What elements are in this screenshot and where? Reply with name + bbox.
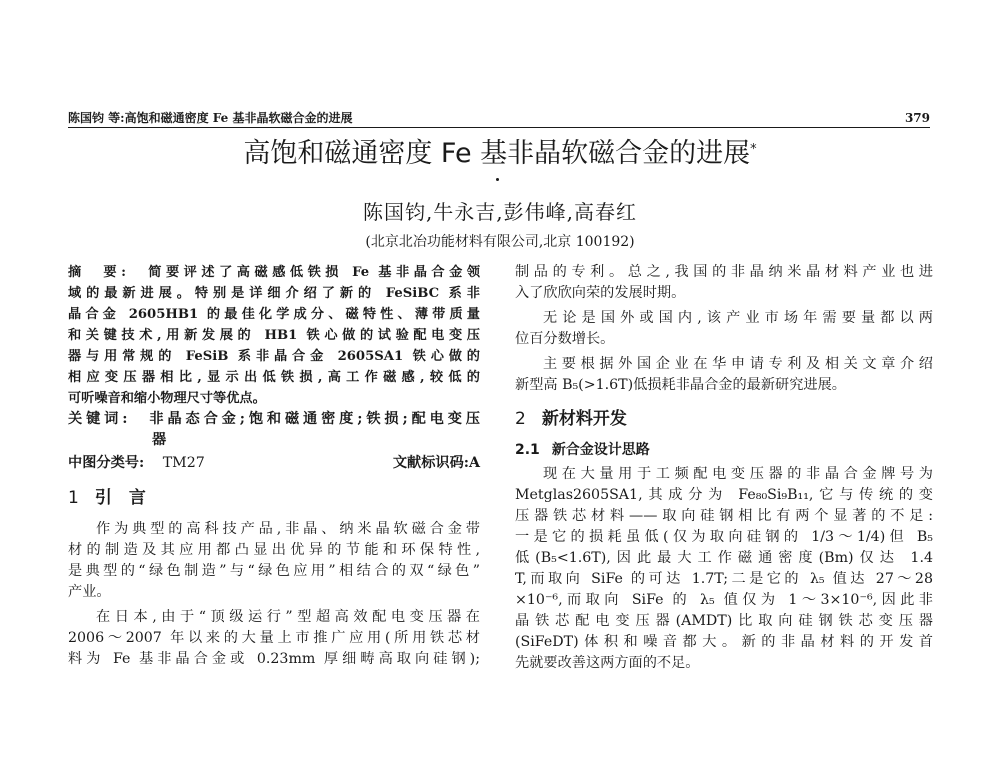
- text-line: 先就要改善这两方面的不足。: [515, 655, 700, 671]
- paragraph: [515, 464, 933, 674]
- right-column: [515, 262, 933, 674]
- text-line: 材的制造及其应用都凸显出优异的节能和环保特性,: [68, 542, 480, 558]
- classification-row: [68, 451, 480, 475]
- abstract-text: 简要评述了高磁感低铁损 Fe 基非晶合金领: [148, 265, 480, 280]
- section-heading: [68, 481, 480, 515]
- paragraph: [68, 519, 480, 603]
- keywords: [68, 409, 480, 451]
- text-line: 压器铁芯材料——取向硅钢相比有两个显著的不足:: [515, 508, 933, 524]
- document-code: 文献标识码:A: [392, 455, 480, 471]
- text-line: 现在大量用于工频配电变压器的非晶合金牌号为: [543, 466, 933, 482]
- section-heading: [515, 402, 933, 436]
- section-title: 引 言: [94, 488, 146, 508]
- keywords-line: 器: [152, 432, 167, 448]
- keywords-text: 非晶态合金;饱和磁通密度;铁损;配电变压: [149, 411, 480, 427]
- abstract-line: 域的最新进展。特别是详细介绍了新的 FeSiBC 系非: [68, 286, 480, 301]
- abstract-line: 和关键技术,用新发展的 HB1 铁心做的试验配电变压: [68, 328, 480, 343]
- text-line: 位百分数增长。: [515, 331, 615, 347]
- paragraph: [68, 607, 480, 670]
- abstract-line: 器与用常规的 FeSiB 系非晶合金 2605SA1 铁心做的: [68, 349, 480, 364]
- text-line: 一是它的损耗虽低(仅为取向硅钢的 1/3～1/4)但 B₅: [515, 529, 933, 545]
- text-line: Metglas2605SA1,其成分为 Fe₈₀Si₉B₁₁,它与传统的变: [515, 487, 933, 503]
- text-line: ×10⁻⁶,而取向 SiFe 的 λ₅ 值仅为 1～3×10⁻⁶,因此非: [515, 592, 933, 608]
- text-line: 在日本,由于“顶级运行”型超高效配电变压器在: [96, 609, 480, 625]
- header-rule: [68, 127, 930, 128]
- section-number: 2: [515, 409, 526, 429]
- text-line: 新型高 B₅(>1.6T)低损耗非晶合金的最新研究进展。: [515, 377, 846, 393]
- page-number: 379: [904, 111, 930, 125]
- abstract-line: 可听噪音和缩小物理尺寸等优点。: [68, 391, 266, 406]
- left-column: [68, 262, 480, 670]
- section-title: 新材料开发: [541, 409, 627, 429]
- text-line: (SiFeDT)体积和噪音都大。新的非晶材料的开发首: [515, 634, 933, 650]
- paper-title: [0, 132, 1000, 176]
- text-line: 作为典型的高科技产品,非晶、纳米晶软磁合金带: [96, 521, 480, 537]
- paragraph: [515, 308, 933, 350]
- abstract-line: [68, 262, 480, 283]
- text-line: 是典型的“绿色制造”与“绿色应用”相结合的双“绿色”: [68, 563, 480, 579]
- subsection-number: 2.1: [515, 442, 540, 458]
- paragraph: [515, 262, 933, 304]
- title-dot: [496, 178, 499, 181]
- section-number: 1: [68, 488, 79, 508]
- clc-label: 中图分类号:: [68, 455, 145, 471]
- text-line: 无论是国外或国内,该产业市场年需要量都以两: [543, 310, 933, 326]
- clc-value: TM27: [162, 455, 205, 471]
- text-line: 晶铁芯配电变压器(AMDT)比取向硅钢铁芯变压器: [515, 613, 933, 629]
- title-footnote-mark: *: [750, 142, 757, 157]
- paragraph: [515, 354, 933, 396]
- subsection-heading: [515, 436, 933, 464]
- text-line: 产业。: [68, 584, 111, 600]
- abstract: [68, 262, 480, 409]
- text-line: 低(B₅<1.6T),因此最大工作磁通密度(Bm)仅达 1.4: [515, 550, 933, 566]
- abstract-line: 晶合金 2605HB1 的最佳化学成分、磁特性、薄带质量: [68, 307, 480, 322]
- keywords-line: [68, 409, 480, 430]
- text-line: 制品的专利。总之,我国的非晶纳米晶材料产业也进: [515, 264, 933, 280]
- text-line: 主要根据外国企业在华申请专利及相关文章介绍: [543, 356, 933, 372]
- text-line: T,而取向 SiFe 的可达 1.7T;二是它的 λ₅ 值达 27～28: [515, 571, 933, 587]
- authors: 陈国钧,牛永吉,彭伟峰,高春红: [362, 200, 638, 224]
- keywords-label: 关键词:: [68, 411, 128, 427]
- paper-title-text: 高饱和磁通密度 Fe 基非晶软磁合金的进展: [243, 138, 751, 169]
- running-head-title: 陈国钧 等:高饱和磁通密度 Fe 基非晶软磁合金的进展: [68, 111, 353, 125]
- abstract-line: 相应变压器相比,显示出低铁损,高工作磁感,较低的: [68, 370, 480, 385]
- subsection-title: 新合金设计思路: [551, 442, 650, 458]
- abstract-label: 摘 要:: [68, 265, 126, 280]
- text-line: 2006～2007 年以来的大量上市推广应用(所用铁芯材: [68, 630, 480, 646]
- text-line: 料为 Fe 基非晶合金或 0.23mm 厚细畴高取向硅钢);: [68, 651, 480, 667]
- affiliation: (北京北冶功能材料有限公司,北京 100192): [365, 234, 635, 250]
- text-line: 入了欣欣向荣的发展时期。: [515, 285, 686, 301]
